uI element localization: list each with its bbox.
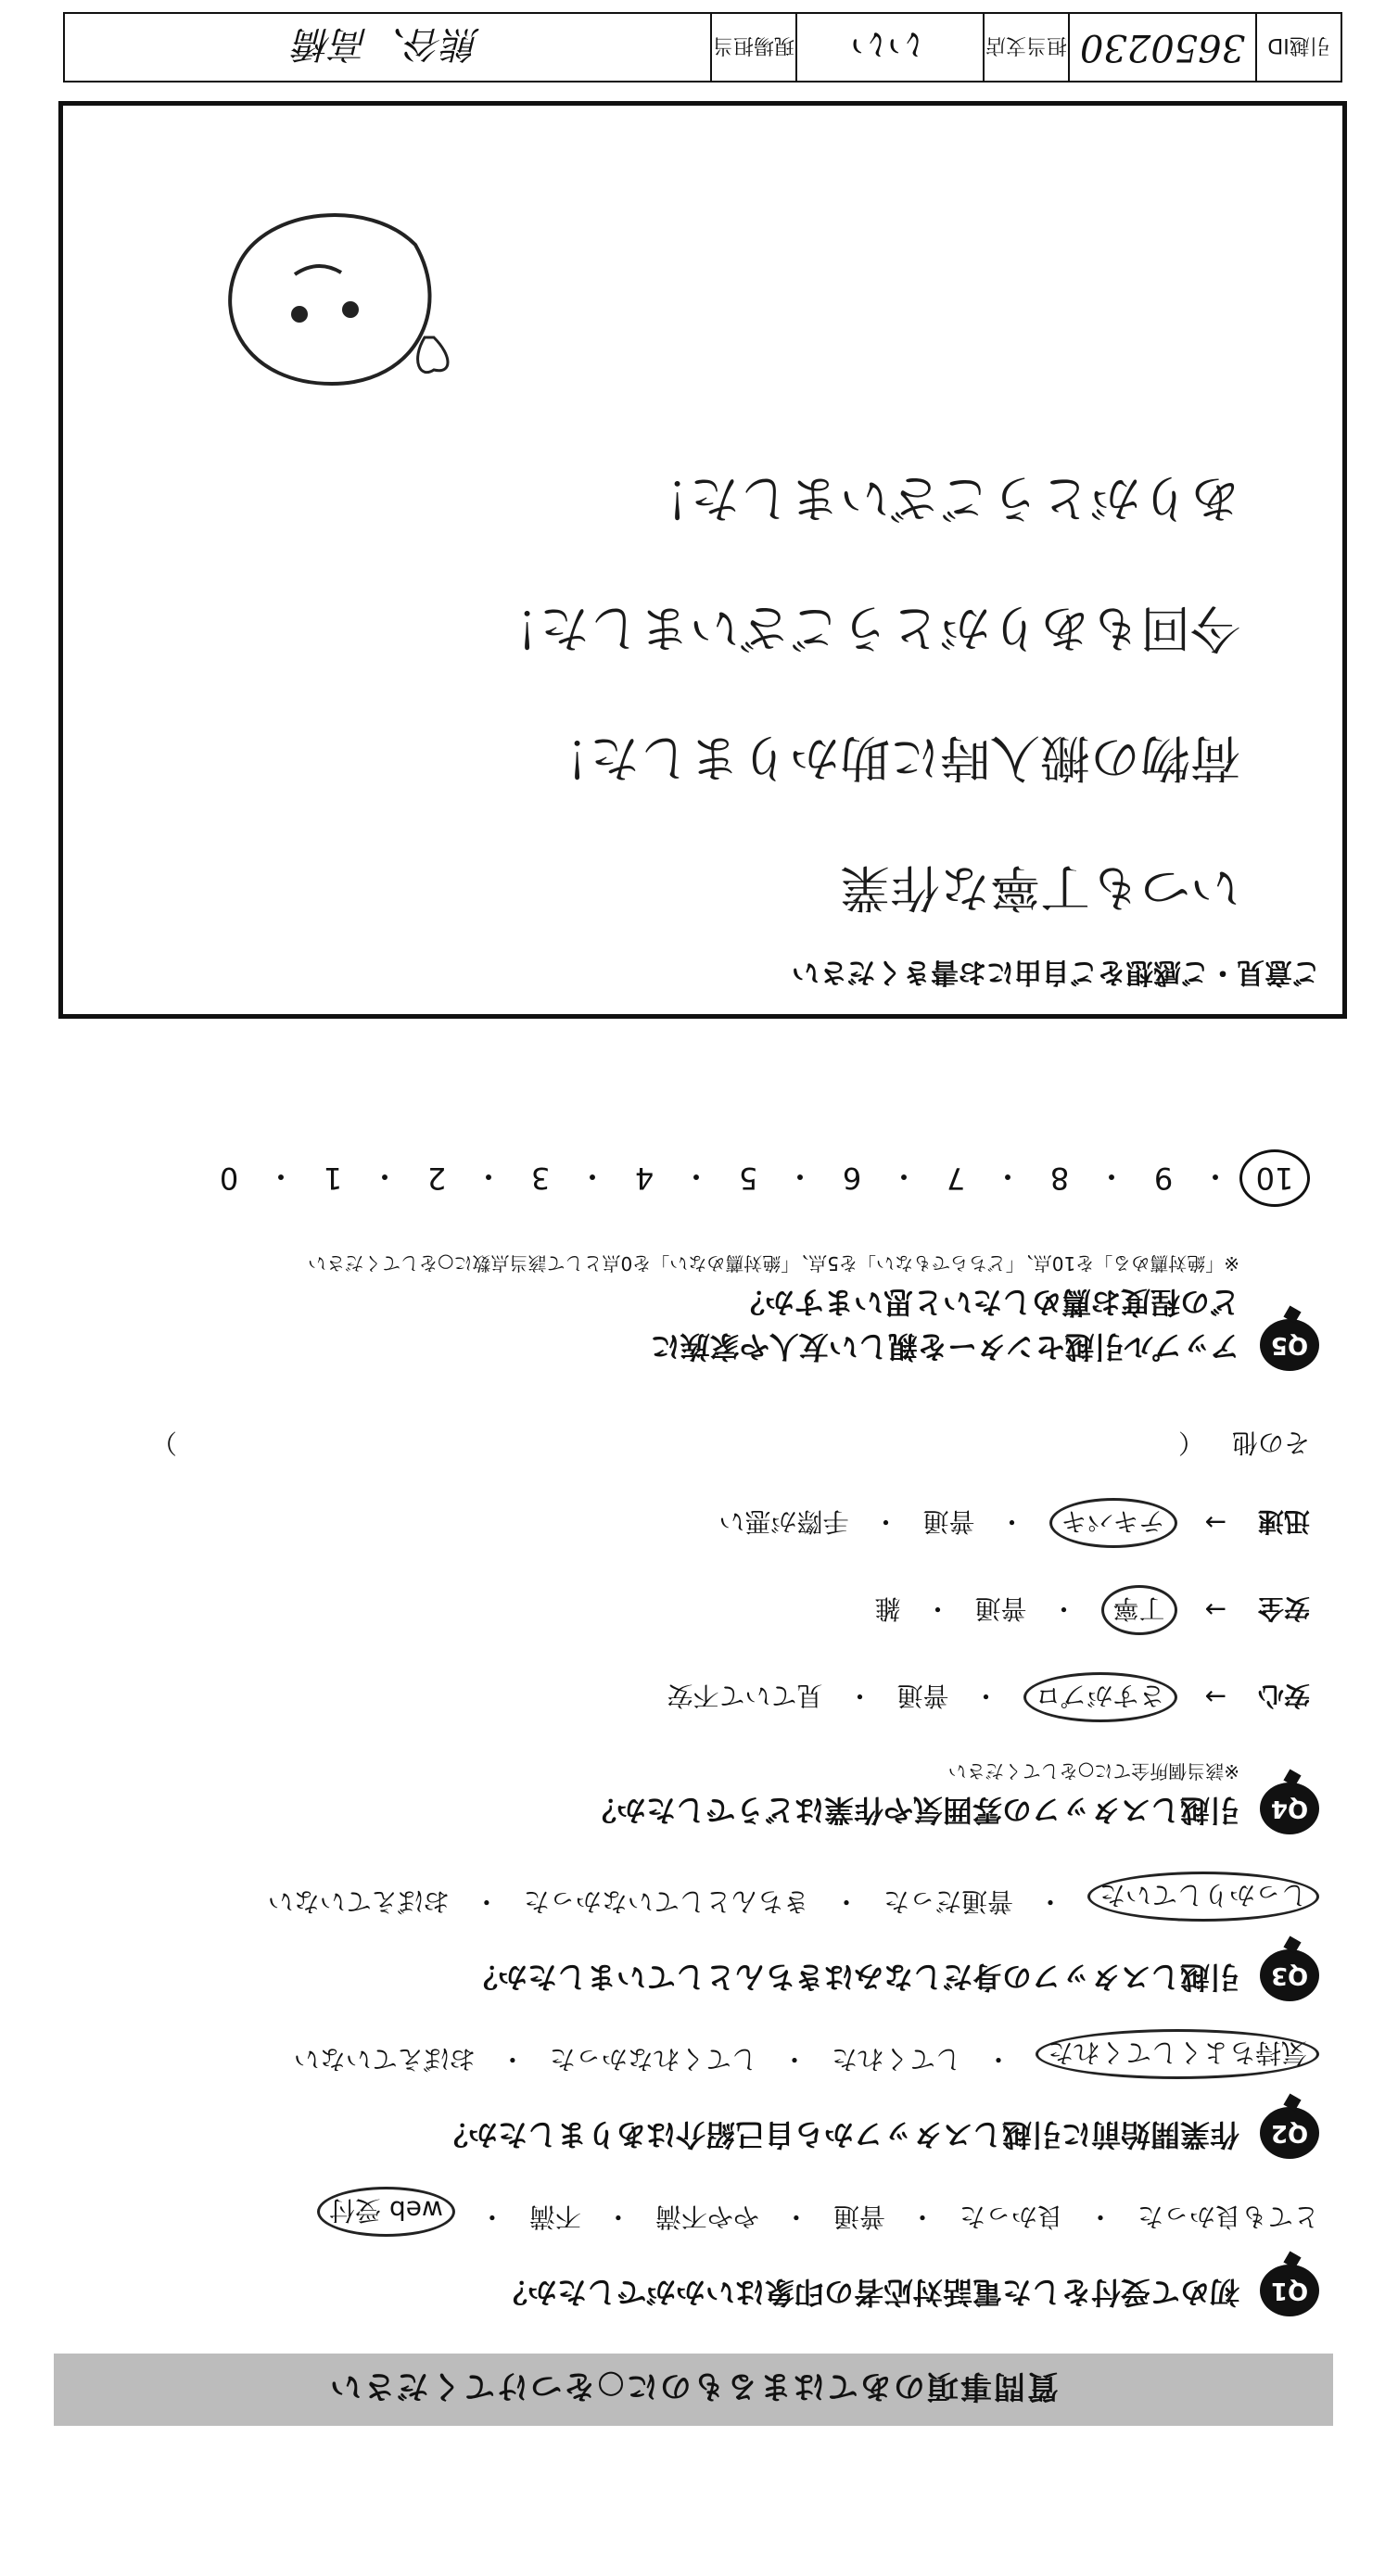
q4-text: 引越しスタッフの雰囲気や作業はどうでしたか？ (586, 1793, 1239, 1828)
staff-value: 熊谷、高橋 (295, 22, 480, 66)
q4-option-selected[interactable]: テキパキ (1049, 1498, 1177, 1548)
q4-option-selected[interactable]: 丁寧 (1101, 1585, 1177, 1635)
arrow-right-icon: → (1204, 1594, 1226, 1626)
q1-option[interactable]: やや不満 (655, 2202, 759, 2232)
q3-option[interactable]: きちんとしていなかった (523, 1886, 809, 1917)
face-doodle-icon (174, 180, 471, 421)
q5-scale: 10 ・ 9 ・ 8 ・ 7 ・ 6 ・ 5 ・ 4 ・ 3 ・ 2 ・ 1 ・ 0 (40, 1149, 1310, 1207)
scale-option[interactable]: 1 (323, 1161, 343, 1196)
instruction-banner (54, 2354, 1333, 2426)
q4-option[interactable]: 見ていて不安 (667, 1681, 823, 1711)
q4-badge: Q4 (1260, 1783, 1319, 1834)
question-5 (40, 1149, 1319, 1371)
q4-other (40, 1426, 1310, 1463)
question-1 (40, 2187, 1319, 2316)
scale-option[interactable]: 5 (738, 1161, 758, 1196)
office-use-footer (63, 12, 1342, 82)
q4-note: ※該当個所全てに○をしてください (947, 1760, 1239, 1783)
scale-option[interactable]: 7 (946, 1161, 966, 1196)
handwritten-line: 今回もありがとうございました！ (489, 599, 1240, 657)
q4-row-anzen: 安全 → 丁寧 ・ 普通 ・ 雑 (40, 1585, 1310, 1635)
q2-option[interactable]: してくれなかった (549, 2044, 757, 2075)
scale-option[interactable]: 3 (530, 1161, 551, 1196)
q3-options: しっかりしていた ・ 普通だった ・ きちんとしていなかった ・ おぼえていない (40, 1872, 1319, 1922)
branch-label: 担当支店 (983, 14, 1068, 81)
scale-option[interactable]: 2 (426, 1161, 447, 1196)
q5-text-line2: どの程度お薦めしたいと思いますか？ (734, 1285, 1239, 1320)
q4-row-label: 安全 (1257, 1593, 1310, 1624)
arrow-right-icon: → (1204, 1681, 1226, 1713)
q5-text-line1: アップル引越センターを親しい友人や家族に (650, 1329, 1239, 1364)
q4-option-selected[interactable]: さすがプロ (1023, 1672, 1177, 1722)
scale-option[interactable]: 6 (842, 1161, 862, 1196)
handwritten-line: いつも丁寧な作業 (840, 858, 1240, 917)
q3-option[interactable]: 普通だった (883, 1886, 1013, 1917)
q4-option[interactable]: 普通 (974, 1593, 1027, 1624)
staff-label: 現場担当 (710, 14, 795, 81)
arrow-right-icon: → (1204, 1507, 1226, 1539)
scale-option[interactable]: 0 (219, 1161, 239, 1196)
question-2 (40, 2029, 1319, 2159)
question-4 (40, 1426, 1319, 1834)
q2-option-selected[interactable]: 気持ちよくしてくれた (1036, 2029, 1319, 2079)
q1-text: 初めて受付をした電話対応者の印象はいかがでしたか？ (497, 2275, 1239, 2310)
q2-text: 作業開始前に引越しスタッフから自己紹介はありましたか？ (438, 2117, 1239, 2152)
q2-option[interactable]: してくれた (831, 2044, 961, 2075)
q1-badge: Q1 (1260, 2265, 1319, 2316)
q1-options: とても良かった ・ 良かった ・ 普通 ・ やや不満 ・ 不満 ・ web 受付 (40, 2187, 1319, 2237)
q4-other-paren-close: ） (151, 1428, 178, 1458)
q4-other-label: その他 (1231, 1428, 1310, 1458)
handwritten-line: ありがとうございました！ (640, 469, 1240, 527)
q2-options: 気持ちよくしてくれた ・ してくれた ・ してくれなかった ・ おぼえていない (40, 2029, 1319, 2079)
scale-option[interactable]: 4 (634, 1161, 655, 1196)
scale-option[interactable]: 8 (1049, 1161, 1070, 1196)
id-label: 引越ID (1255, 14, 1341, 81)
q4-option[interactable]: 普通 (896, 1681, 949, 1711)
q4-row-label: 安心 (1257, 1681, 1310, 1711)
branch-value: いい (795, 14, 983, 81)
q2-badge: Q2 (1260, 2107, 1319, 2159)
question-3 (40, 1872, 1319, 2001)
q4-row-jinsoku: 迅速 → テキパキ ・ 普通 ・ 手際が悪い (40, 1498, 1310, 1548)
q3-badge: Q3 (1260, 1949, 1319, 2001)
q4-row-anshin: 安心 → さすがプロ ・ 普通 ・ 見ていて不安 (40, 1672, 1310, 1722)
q1-option[interactable]: 良かった (959, 2202, 1063, 2232)
q4-option[interactable]: 雑 (874, 1593, 901, 1624)
q5-note: ※「絶対薦める」を10点、「どちらでもない」を5点、「絶対薦めない」を0点として該当点数に○をしてください (308, 1252, 1239, 1275)
id-value: 3650230 (1068, 14, 1255, 81)
q4-other-paren-open: （ (1177, 1428, 1204, 1458)
comment-box[interactable] (58, 101, 1347, 1019)
comment-label: ご意見・ご感想をご自由にお書きください (792, 956, 1320, 988)
handwritten-line: 荷物の搬入時に助かりました！ (540, 729, 1240, 787)
q2-option[interactable]: おぼえていない (293, 2044, 476, 2075)
q5-badge: Q5 (1260, 1319, 1319, 1371)
q1-option[interactable]: とても良かった (1137, 2202, 1319, 2232)
q1-option[interactable]: 普通 (832, 2202, 885, 2232)
q3-option[interactable]: おぼえていない (267, 1886, 450, 1917)
scale-option-selected[interactable]: 10 (1239, 1149, 1310, 1207)
q4-row-label: 迅速 (1257, 1506, 1310, 1537)
q1-option-selected[interactable]: web 受付 (317, 2187, 455, 2237)
q3-text: 引越しスタッフの身だしなみはきちんとしていましたか？ (467, 1960, 1239, 1995)
q4-option[interactable]: 普通 (922, 1506, 975, 1537)
q3-option-selected[interactable]: しっかりしていた (1087, 1872, 1319, 1922)
q1-option[interactable]: 不満 (528, 2202, 581, 2232)
scale-option[interactable]: 9 (1153, 1161, 1174, 1196)
instruction-text: 質問事項のあてはまるものに○をつけてください (328, 2367, 1059, 2405)
q4-option[interactable]: 手際が悪い (718, 1506, 849, 1537)
